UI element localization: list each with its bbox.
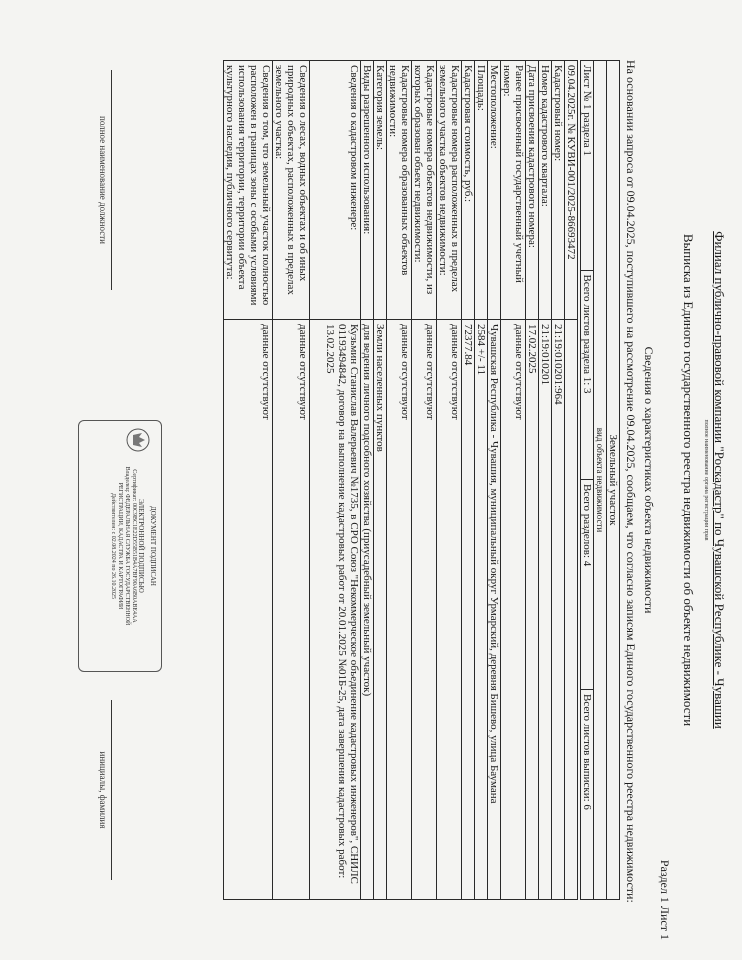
row-value: данные отсутствуют [273, 320, 310, 900]
row-value: 2584 +/- 11 [475, 320, 488, 900]
row-label: Сведения о кадастровом инженере: [310, 61, 361, 320]
empty-cell [565, 320, 578, 900]
initials-caption: инициалы, фамилия [98, 751, 108, 829]
organization-caption: полное наименование органа регистрации прав [703, 419, 709, 541]
request-basis: На основании запроса от 09.04.2025, поступившего на рассмотрение 09.04.2025, сообщаем, что согласно записям Единого государственного реестра недвижимости: [624, 60, 638, 903]
table-row [387, 61, 412, 900]
stamp-owner-2: РЕГИСТРАЦИИ, КАДАСТРА И КАРТОГРАФИИ [117, 482, 123, 610]
table-row [488, 61, 501, 900]
coat-of-arms-icon [125, 427, 151, 453]
electronic-signature-stamp [78, 420, 162, 672]
row-label: Дата присвоения кадастрового номера: [526, 61, 539, 320]
row-label: Кадастровые номера объектов недвижимости, из которых образован объект недвижимости: [412, 61, 437, 320]
document-title: Выписка из Единого государственного реестра недвижимости об объекте недвижимости [681, 233, 696, 727]
sheets-in-extract: Всего листов выписки: 6 [581, 690, 594, 900]
sections-total: Всего разделов: 4 [581, 480, 594, 690]
row-label: Кадастровые номера образованных объектов недвижимости: [387, 61, 412, 320]
row-label: Кадастровая стоимость, руб.: [462, 61, 475, 320]
table-row [526, 61, 539, 900]
row-value: 21:19:010201 [539, 320, 552, 900]
section-label: Раздел 1 Лист 1 [658, 859, 672, 940]
stamp-validity: Действителен: с 02.08.2024 по 26.10.2025 [110, 492, 116, 600]
row-label: Кадастровый номер: [552, 61, 565, 320]
row-label: Ранее присвоенный государственный учетный номер: [501, 61, 526, 320]
table-row [412, 61, 437, 900]
table-row [374, 61, 387, 900]
position-signature-line [111, 70, 112, 290]
row-value: данные отсутствуют [501, 320, 526, 900]
stamp-certificate: Сертификат: 00C9BC1E22D55B51B4A7BF90A6B0ABE4AA [131, 469, 137, 623]
row-value: 21:19:010201:964 [552, 320, 565, 900]
initials-signature-line [111, 700, 112, 880]
row-label: Сведения о лесах, водных объектах и об иных природных объектах, расположенных в пределах земельного участка: [273, 61, 310, 320]
row-label: Сведения о том, что земельный участок полностью расположен в границах зоны с особыми условиями использования территории, территории объекта культурного наследия, публичного сервитута: [224, 61, 273, 320]
row-label: Площадь: [475, 61, 488, 320]
table-row [273, 61, 310, 900]
table-row [539, 61, 552, 900]
row-label: Номер кадастрового квартала: [539, 61, 552, 320]
stamp-title-2: ЭЛЕКТРОННОЙ ПОДПИСЬЮ [137, 499, 145, 593]
row-label: Кадастровые номера расположенных в пределах земельного участка объектов недвижимости: [437, 61, 462, 320]
table-row [475, 61, 488, 900]
sheet-number: Лист № 1 раздела 1 [581, 61, 594, 271]
row-value: Кузьмин Станислав Валерьевич №1735, в СРО Союз "Некоммерческое объединение кадастровых инженеров", СНИЛС 01193494842, договор на выполнение кадастровых работ от 20.01.2025 №01Б-25, дата завершения кадастровых работ: 13.02.2025 [310, 320, 361, 900]
stamp-owner: Владелец: ФЕДЕРАЛЬНАЯ СЛУЖБА ГОСУДАРСТВЕННОЙ [124, 466, 130, 626]
row-value: 17.02.2025 [526, 320, 539, 900]
row-label: Категория земель: [374, 61, 387, 320]
row-value: данные отсутствуют [437, 320, 462, 900]
table-row [224, 61, 273, 900]
table-row [501, 61, 526, 900]
table-row [552, 61, 565, 900]
row-value: 72377.84 [462, 320, 475, 900]
row-value: Чувашская Республика - Чувашия, муниципальный округ Урмарский, деревня Бишево, улица Баумана [488, 320, 501, 900]
document-subtitle: Сведения о характеристиках объекта недвижимости [642, 346, 656, 614]
row-value: Земли населенных пунктов [374, 320, 387, 900]
sheets-in-section: Всего листов раздела 1: 3 [581, 270, 594, 480]
row-value: для ведения личного подсобного хозяйства (приусадебный земельный участок) [361, 320, 374, 900]
row-value: данные отсутствуют [387, 320, 412, 900]
table-row [462, 61, 475, 900]
row-label: Виды разрешенного использования: [361, 61, 374, 320]
table-row [437, 61, 462, 900]
table-row [361, 61, 374, 900]
header-table [580, 60, 620, 900]
row-label: Местоположение: [488, 61, 501, 320]
stamp-title-1: ДОКУМЕНТ ПОДПИСАН [149, 506, 157, 586]
registry-organization: Филиал публично-правовой компании "Роскадастр" по Чувашской Республике - Чувашии [712, 231, 727, 729]
row-value: данные отсутствуют [412, 320, 437, 900]
position-caption: полное наименование должности [98, 116, 108, 244]
characteristics-table [223, 60, 578, 900]
extract-date-number: 09.04.2025г. № КУВИ-001/2025-86693472 [565, 61, 578, 320]
object-type-caption: вид объекта недвижимости [594, 61, 607, 900]
row-value: данные отсутствуют [224, 320, 273, 900]
object-type: Земельный участок [607, 61, 620, 900]
table-row [310, 61, 361, 900]
